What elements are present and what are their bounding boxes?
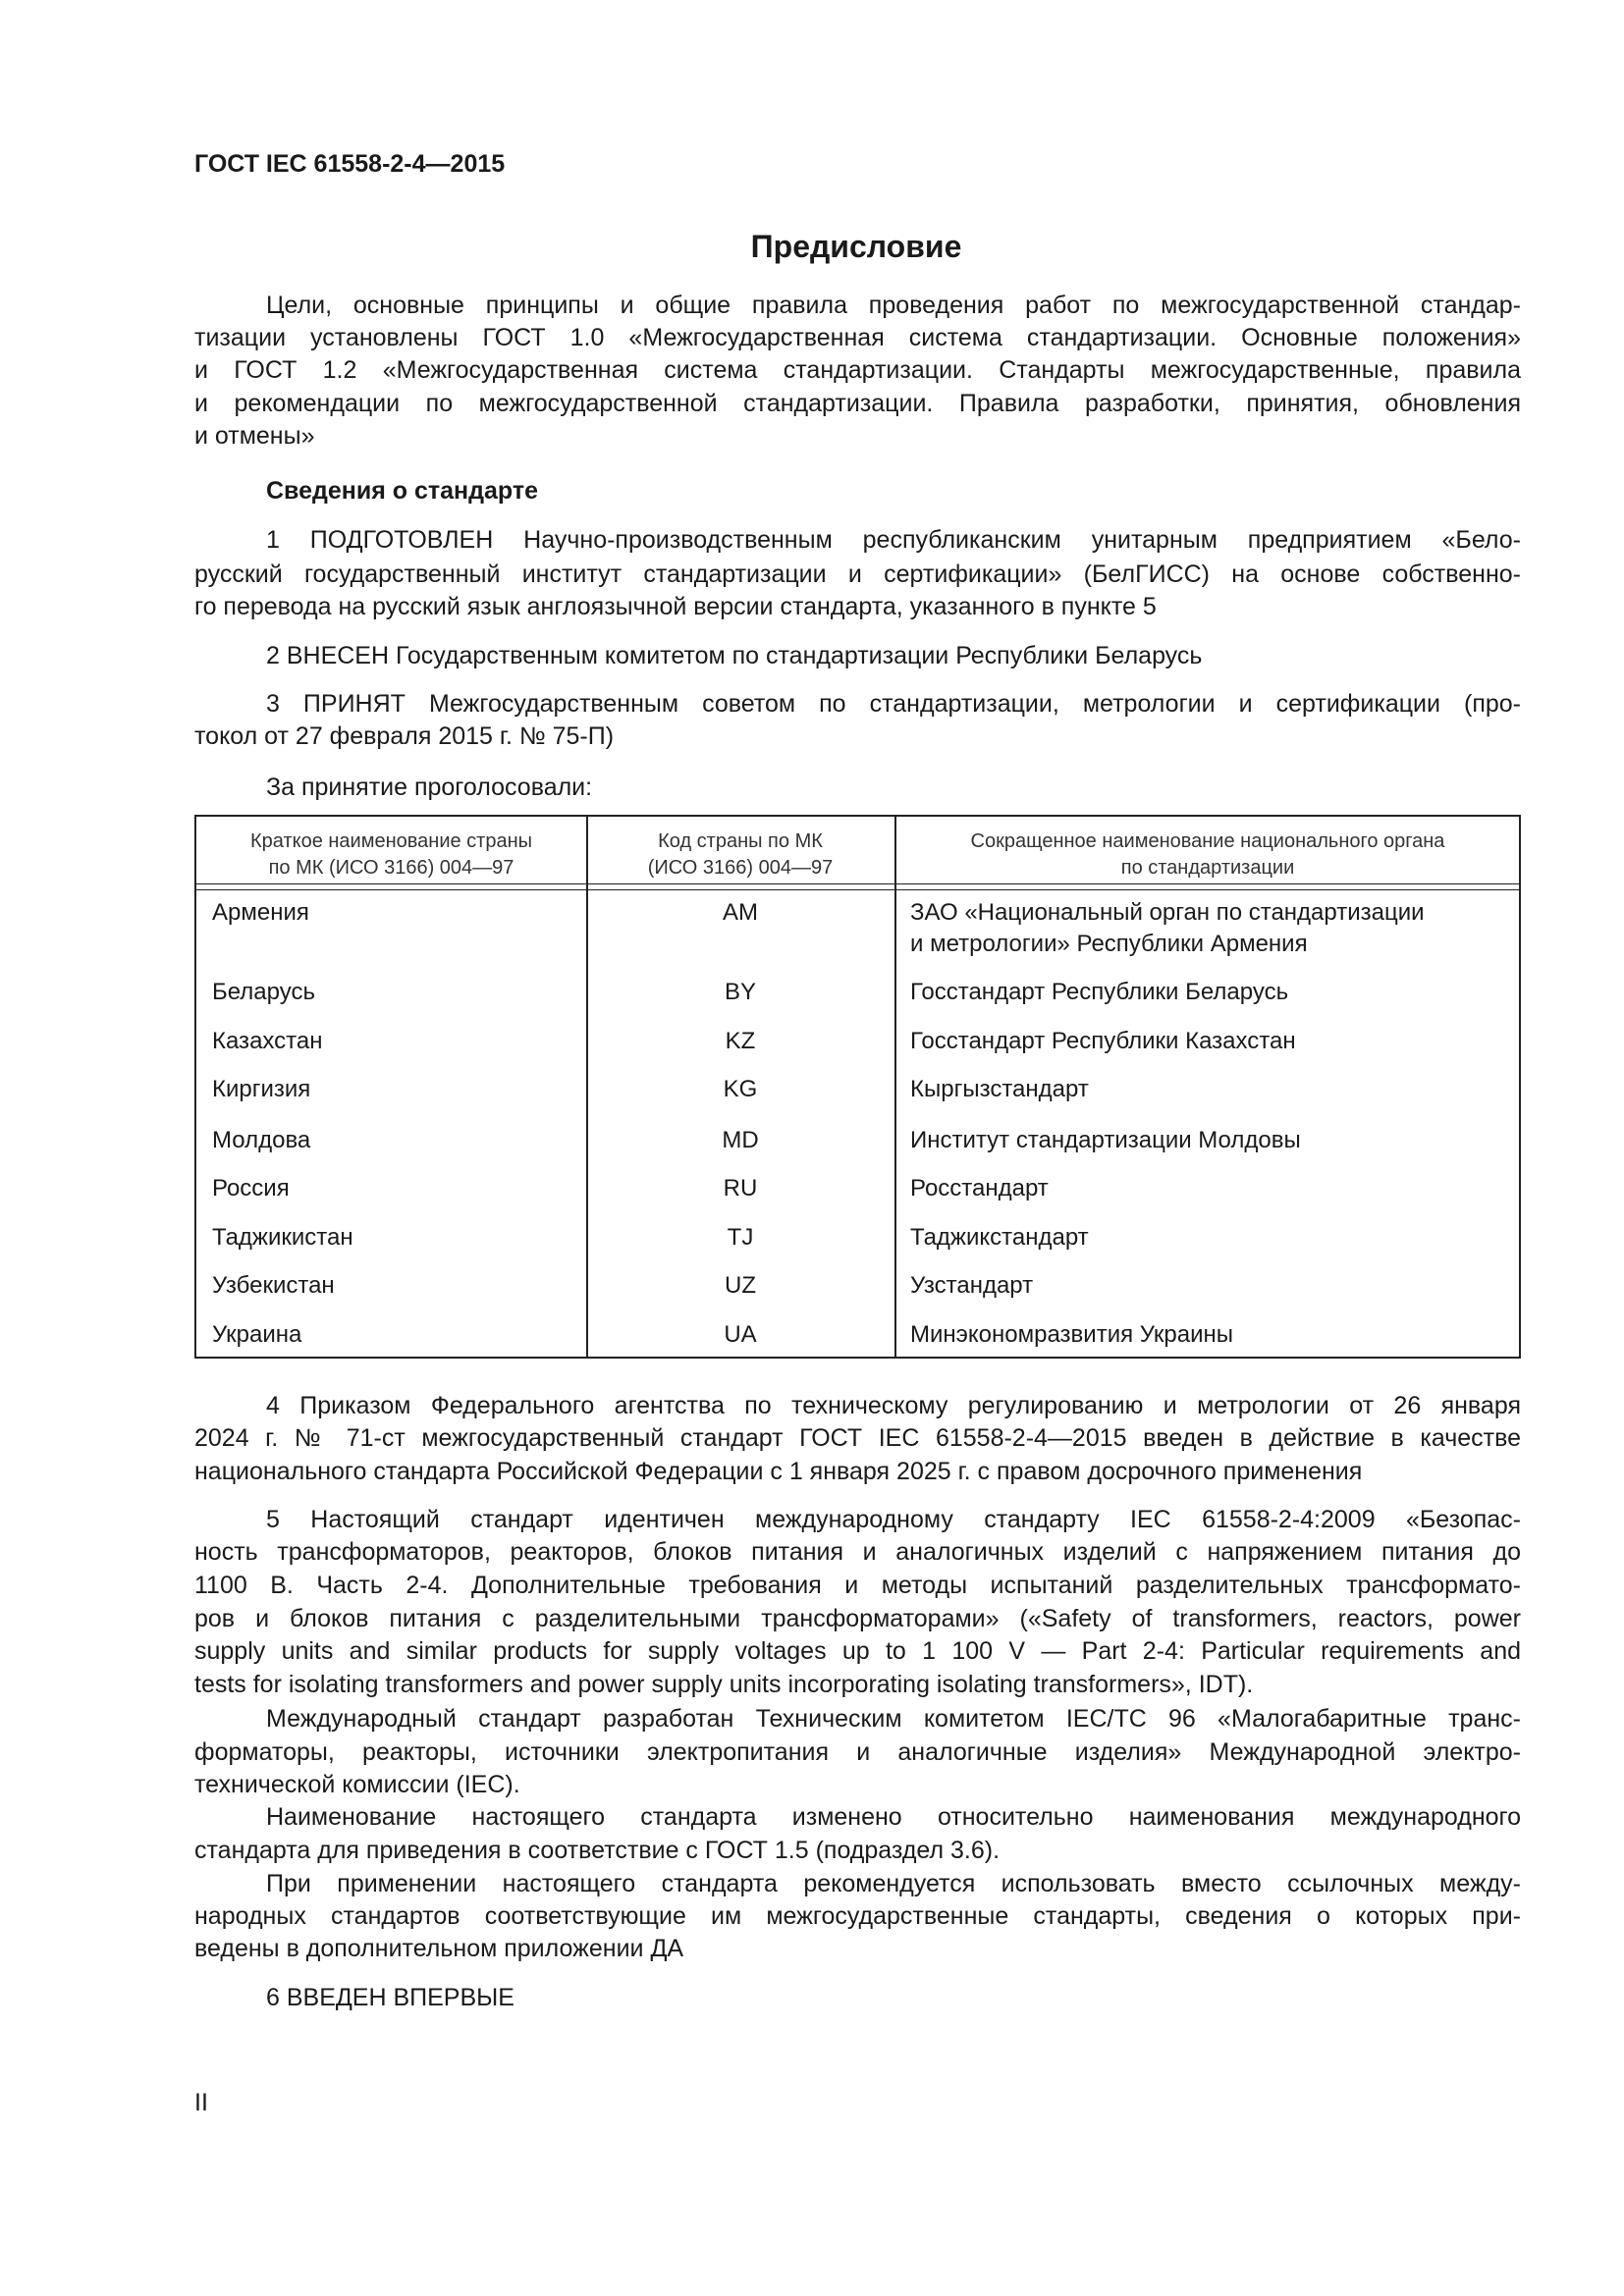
header-line: по МК (ИСО 3166) 004—97 [268, 857, 514, 879]
cell-body-line: Госстандарт Республики Беларусь [910, 979, 1289, 1005]
cell-body [910, 897, 1509, 960]
cell-code: UA [724, 1321, 757, 1348]
paragraph-4-line: 2024 г. № 71-ст межгосударственный стандарт ГОСТ IEC 61558-2-4—2015 введен в действие в качестве [194, 1424, 1521, 1452]
header-line: Краткое наименование страны [249, 830, 533, 852]
cell-body-line: Кыргызстандарт [910, 1076, 1089, 1102]
paragraph-9-line: 6 ВВЕДЕН ВПЕРВЫЕ [266, 1984, 514, 2011]
header-country [196, 828, 586, 881]
cell-body [910, 1319, 1509, 1351]
intro-line: Цели, основные принципы и общие правила проведения работ по межгосударственной стандар- [266, 292, 1521, 319]
paragraph-5-line: ность трансформаторов, реакторов, блоков питания и аналогичных изделий с напряжением питания до [194, 1538, 1521, 1566]
cell-code: MD [722, 1127, 759, 1153]
paragraph-5-line: ров и блоков питания с разделительными трансформаторами» («Safety of transformers, reactors, power [194, 1605, 1521, 1632]
cell-body [910, 977, 1509, 1008]
paragraph-5-line: supply units and similar products for supply voltages up to 1 100 V — Part 2-4: Particular requirements and [194, 1637, 1521, 1665]
paragraph-4-line: 4 Приказом Федерального агентства по техническому регулированию и метрологии от 26 января [266, 1392, 1521, 1419]
paragraph-8-line: народных стандартов соответствующие им межгосударственные стандарты, сведения о которых при- [194, 1902, 1521, 1930]
document-header: ГОСТ IEC 61558-2-4—2015 [194, 150, 506, 178]
cell-body-line: Росстандарт [910, 1175, 1049, 1201]
cell-body [910, 1074, 1509, 1105]
cell-country: Таджикистан [212, 1224, 353, 1251]
cell-body-line: Узстандарт [910, 1272, 1034, 1299]
paragraph-6-line: форматоры, реакторы, источники электропитания и аналогичные изделия» Международной электро- [194, 1738, 1521, 1766]
cell-country: Украина [212, 1321, 302, 1348]
paragraph-7-line: Наименование настоящего стандарта изменено относительно наименования международного [266, 1803, 1521, 1831]
cell-body [910, 1125, 1509, 1156]
section-title: Сведения о стандарте [266, 477, 539, 505]
cell-country: Узбекистан [212, 1272, 335, 1299]
paragraph-8-line: ведены в дополнительном приложении ДА [194, 1935, 684, 1962]
header-body [894, 828, 1521, 881]
header-code [586, 828, 894, 881]
paragraph-3-line: 3 ПРИНЯТ Межгосударственным советом по стандартизации, метрологии и сертификации (про- [266, 690, 1521, 718]
cell-body [910, 1222, 1509, 1254]
cell-code: AM [723, 899, 758, 926]
intro-line: и рекомендации по межгосударственной стандартизации. Правила разработки, принятия, обновления [194, 390, 1521, 417]
intro-line: и отмены» [194, 422, 315, 450]
header-line: Код страны по МК [658, 830, 823, 852]
paragraph-6-line: технической комиссии (IEC). [194, 1771, 520, 1798]
paragraph-1-line: русский государственный институт стандартизации и сертификации» (БелГИСС) на основе собственно- [194, 561, 1521, 588]
voting-table [194, 815, 1521, 1359]
paragraph-2-line: 2 ВНЕСЕН Государственным комитетом по стандартизации Республики Беларусь [266, 642, 1203, 669]
column-divider [894, 817, 896, 1357]
cell-country: Беларусь [212, 979, 315, 1005]
paragraph-5-line: 5 Настоящий стандарт идентичен международному стандарту IEC 61558-2-4:2009 «Безопас- [266, 1506, 1521, 1533]
cell-body [910, 1026, 1509, 1057]
paragraph-5-line: 1100 В. Часть 2-4. Дополнительные требования и методы испытаний разделительных трансформато- [194, 1572, 1521, 1599]
paragraph-4-line: национального стандарта Российской Федерации с 1 января 2025 г. с правом досрочного применения [194, 1458, 1363, 1485]
cell-code: KG [723, 1076, 758, 1102]
intro-line: тизации установлены ГОСТ 1.0 «Межгосударственная система стандартизации. Основные положения» [194, 324, 1521, 351]
page-title: Предисловие [750, 229, 962, 264]
cell-country: Киргизия [212, 1076, 311, 1102]
cell-country: Казахстан [212, 1028, 323, 1054]
paragraph-7-line: стандарта для приведения в соответствие с ГОСТ 1.5 (подраздел 3.6). [194, 1837, 1001, 1864]
paragraph-3-line: токол от 27 февраля 2015 г. № 75-П) [194, 722, 615, 750]
header-separator [196, 883, 1519, 890]
paragraph-6-line: Международный стандарт разработан Техническим комитетом IEC/TC 96 «Малогабаритные транс- [266, 1705, 1521, 1733]
cell-code: UZ [725, 1272, 756, 1299]
paragraph-1-line: го перевода на русский язык англоязычной версии стандарта, указанного в пункте 5 [194, 593, 1157, 620]
cell-body-line: Госстандарт Республики Казахстан [910, 1028, 1296, 1054]
cell-code: TJ [727, 1224, 754, 1251]
vote-label: За принятие проголосовали: [266, 774, 593, 801]
cell-body-line: Таджикстандарт [910, 1224, 1089, 1251]
cell-body-line: Институт стандартизации Молдовы [910, 1127, 1301, 1153]
cell-body-line: ЗАО «Национальный орган по стандартизации [910, 899, 1425, 926]
cell-country: Россия [212, 1175, 290, 1201]
cell-country: Молдова [212, 1127, 311, 1153]
cell-country: Армения [212, 899, 309, 926]
paragraph-5-line: tests for isolating transformers and power supply units incorporating isolating transformers», IDT). [194, 1671, 1254, 1698]
cell-code: RU [723, 1175, 758, 1201]
cell-code: KZ [725, 1028, 756, 1054]
header-line: (ИСО 3166) 004—97 [647, 857, 834, 879]
header-line: по стандартизации [1120, 857, 1295, 879]
cell-body-line: Минэкономразвития Украины [910, 1321, 1234, 1348]
cell-code: BY [724, 979, 756, 1005]
cell-body [910, 1270, 1509, 1302]
page-number: II [194, 2089, 208, 2116]
paragraph-1-line: 1 ПОДГОТОВЛЕН Научно-производственным республиканским унитарным предприятием «Бело- [266, 526, 1521, 554]
cell-body-line: и метрологии» Республики Армения [910, 931, 1308, 957]
header-line: Сокращенное наименование национального органа [970, 830, 1445, 852]
intro-line: и ГОСТ 1.2 «Межгосударственная система стандартизации. Стандарты межгосударственные, правила [194, 356, 1521, 384]
cell-body [910, 1173, 1509, 1204]
paragraph-8-line: При применении настоящего стандарта рекомендуется использовать вместо ссылочных между- [266, 1870, 1521, 1897]
